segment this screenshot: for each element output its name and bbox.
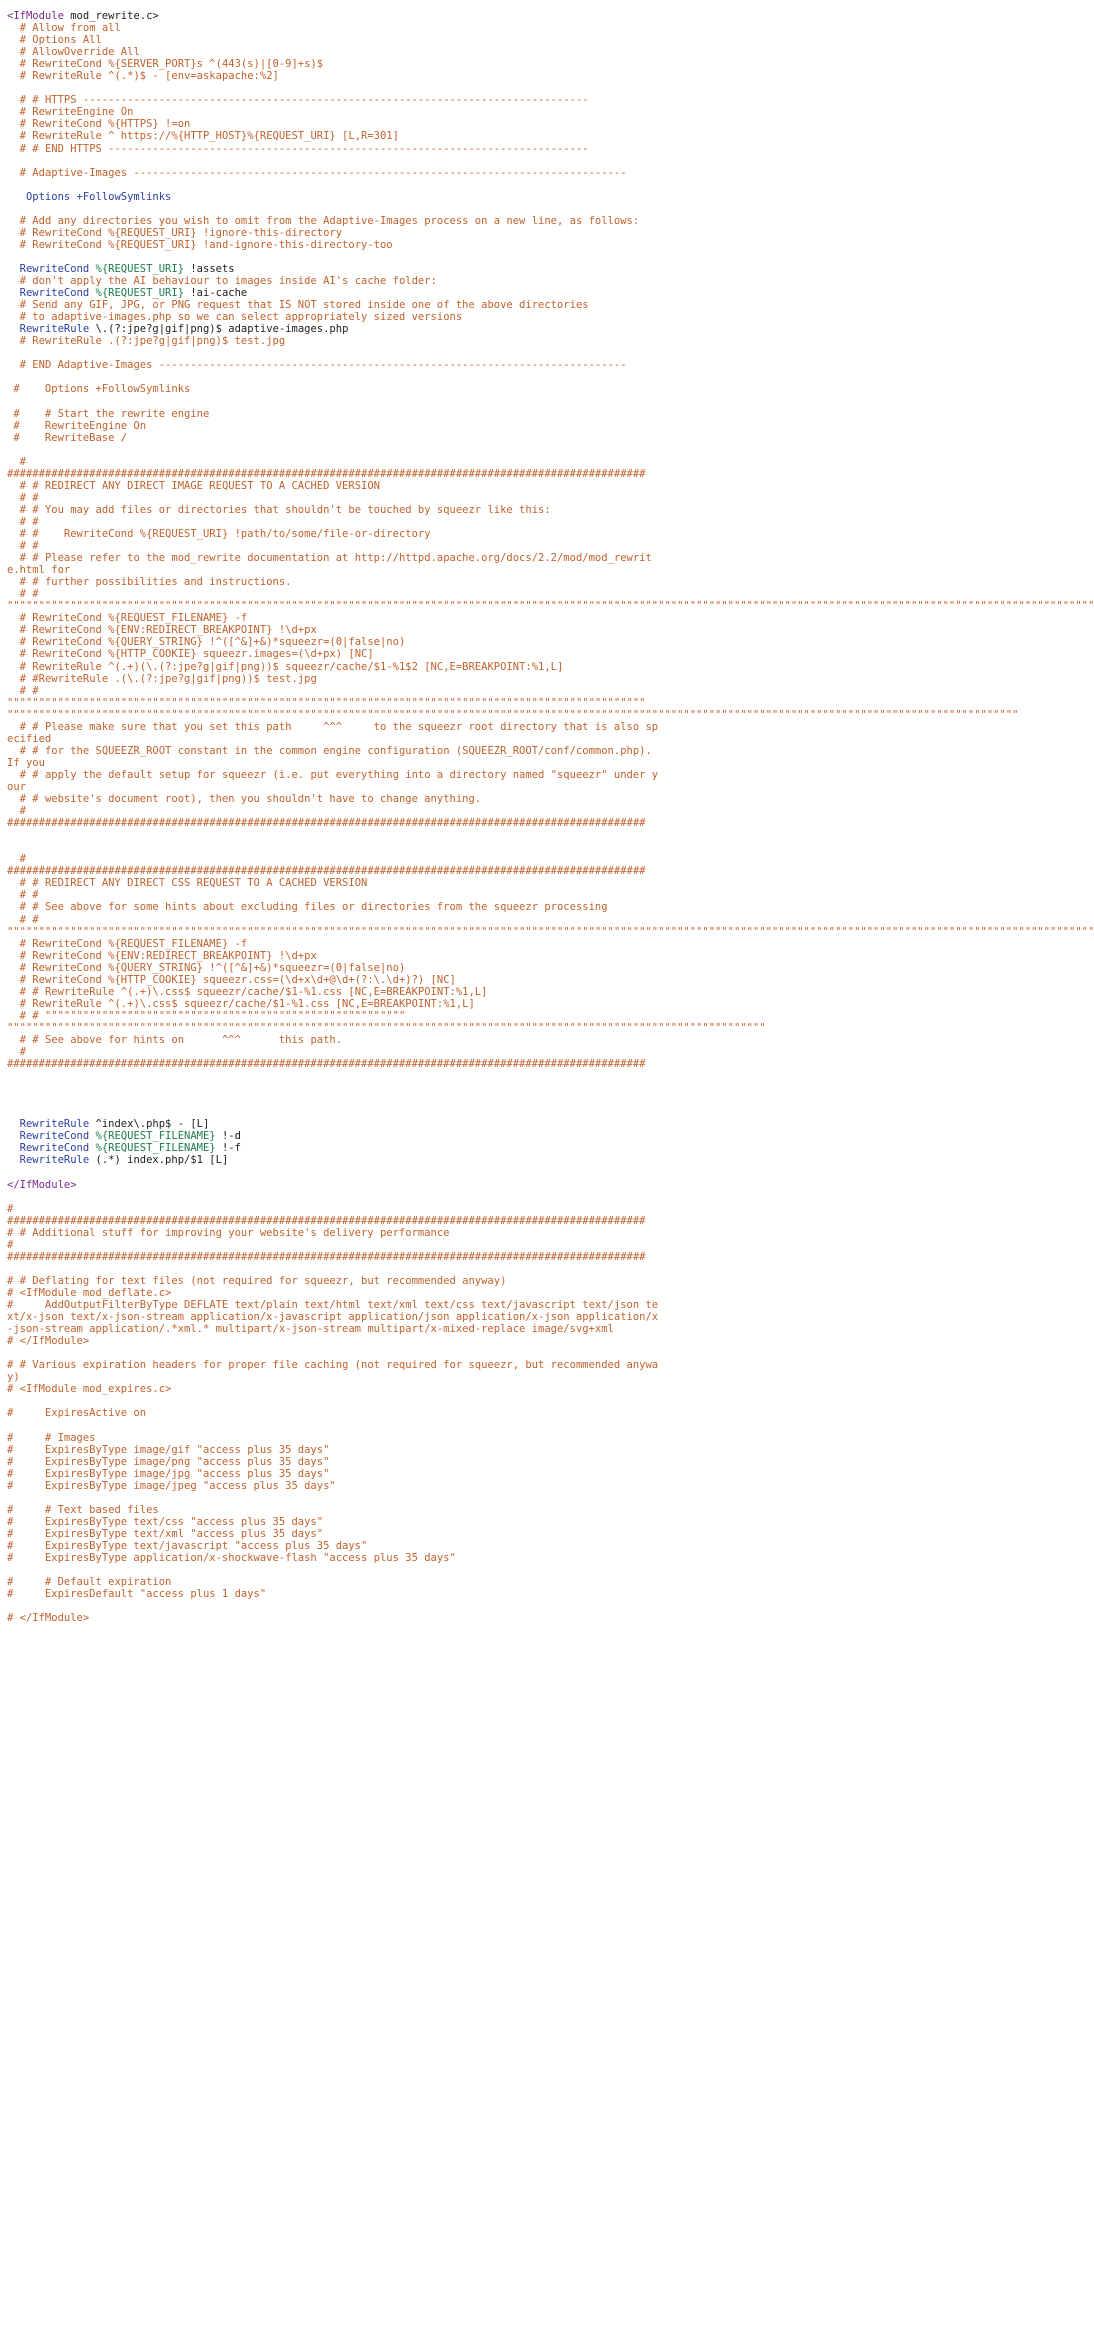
code-line — [7, 1118, 663, 1130]
comment-text: # AllowOverride All — [7, 46, 140, 59]
code-line — [7, 34, 663, 46]
comment-text: # AddOutputFilterByType DEFLATE text/plain text/html text/xml text/css text/javascript text/json text/x-json text/x-json-stream application/x-javascript application/json application/x-json application/x-json-stream application/.*xml.* multipart/x-json-stream multipart/x-mixed-replace image/svg+xml — [7, 1299, 659, 1336]
comment-text: # Options +FollowSymlinks — [7, 383, 191, 396]
code-line — [7, 673, 663, 685]
comment-text: # RewriteCond %{SERVER_PORT}s ^(443(s)|[0-9]+s)$ — [7, 58, 324, 71]
code-line — [7, 853, 663, 865]
code-line — [7, 1588, 663, 1600]
directive-keyword: Options +FollowSymlinks — [7, 190, 172, 203]
code-line — [7, 106, 663, 118]
comment-text: # # Deflating for text files (not required for squeezr, but recommended anyway) — [7, 1274, 507, 1287]
code-line — [7, 998, 663, 1010]
code-line — [7, 299, 663, 311]
code-line — [7, 1528, 663, 1540]
code-line — [7, 1094, 663, 1106]
code-line — [7, 708, 1019, 721]
code-line — [7, 1419, 663, 1431]
comment-text: # ExpiresByType text/css "access plus 35 days" — [7, 1515, 324, 1528]
code-line — [7, 70, 663, 82]
comment-text: """""""""""""""""""""""""""""""""""""""""""""""""""""""""""""""""""""""""""""""""""""""""""""""""""""""""""""""""""""""" — [7, 1021, 766, 1034]
comment-text: # RewriteCond %{REQUEST_FILENAME} -f — [7, 937, 248, 950]
comment-text: # RewriteBase / — [7, 431, 128, 444]
code-line — [7, 456, 663, 468]
code-line — [7, 1540, 663, 1552]
code-line — [7, 986, 663, 998]
code-line — [7, 1227, 663, 1239]
code-line — [7, 685, 663, 709]
comment-text: # # See above for some hints about excluding files or directories from the squeezr processing — [7, 901, 608, 914]
comment-text: # # Text based files — [7, 1503, 159, 1516]
comment-text: # # See above for hints on ^^^ this path. — [7, 1033, 343, 1046]
comment-text: # # — [7, 588, 39, 601]
comment-text: """""""""""""""""""""""""""""""""""""""""""""""""""""""""""""""""""""""""""""""""""""""""""""""""""""""""""""""""""""""""""""""""""""""""""""""""""""""""""""""""""""""""""" — [7, 925, 1094, 938]
code-line — [7, 865, 663, 877]
code-line — [7, 1275, 663, 1287]
code-line — [7, 1612, 663, 1624]
module-tag: </IfModule> — [7, 1178, 77, 1191]
code-line — [7, 46, 663, 58]
code-line — [7, 130, 663, 142]
code-line — [7, 480, 663, 492]
comment-text: # # HTTPS -------------------------------------------------------------------------------- — [7, 94, 589, 107]
comment-text: # RewriteCond %{QUERY_STRING} !^([^&]+&)*squeezr=(0|false|no) — [7, 961, 406, 974]
code-line — [7, 1299, 663, 1335]
code-line — [7, 817, 663, 829]
code-line — [7, 311, 663, 323]
code-line — [7, 914, 663, 926]
code-text: \.(?:jpe?g|gif|png)$ adaptive-images.php — [89, 323, 349, 336]
code-line — [7, 10, 663, 22]
comment-text: # # RewriteCond %{REQUEST_URI} !path/to/some/file-or-directory — [7, 528, 431, 541]
code-line — [7, 1432, 663, 1444]
code-line — [7, 576, 663, 588]
code-line — [7, 275, 663, 287]
code-line — [7, 1444, 663, 1456]
comment-text: # ExpiresByType text/javascript "access plus 35 days" — [7, 1539, 368, 1552]
code-text: !-d — [215, 1130, 241, 1143]
comment-text: # RewriteCond %{REQUEST_URI} !ignore-this-directory — [7, 226, 343, 239]
comment-text: # RewriteCond %{HTTP_COOKIE} squeezr.images=(\d+px) [NC] — [7, 648, 374, 661]
comment-text: # RewriteRule ^(.+)\.css$ squeezr/cache/$1-%1.css [NC,E=BREAKPOINT:%1,L] — [7, 997, 475, 1010]
comment-text: # # REDIRECT ANY DIRECT CSS REQUEST TO A CACHED VERSION — [7, 877, 368, 890]
comment-text: # # website's document root), then you shouldn't have to change anything. — [7, 793, 482, 806]
code-line — [7, 1395, 663, 1407]
code-line — [7, 1046, 663, 1058]
code-line — [7, 22, 663, 34]
comment-text: # to adaptive-images.php so we can select appropriately sized versions — [7, 311, 463, 324]
code-line — [7, 925, 1094, 938]
code-line — [7, 1191, 663, 1203]
code-text: !assets — [184, 262, 235, 275]
comment-text: # # Various expiration headers for proper file caching (not required for squeezr, but recommended anyway) — [7, 1359, 659, 1384]
code-line — [7, 347, 663, 359]
code-line — [7, 263, 663, 275]
comment-text: ##################################################################################################### — [7, 817, 646, 830]
code-line — [7, 1021, 766, 1034]
variable-token: %{REQUEST_FILENAME} — [89, 1130, 216, 1143]
code-line — [7, 841, 663, 853]
code-line — [7, 215, 663, 227]
comment-text: # <IfModule mod_deflate.c> — [7, 1286, 172, 1299]
comment-text: # # """"""""""""""""""""""""""""""""""""""""""""""""""""""""""""""""""""""""""""""""""""""""""""""""""""" — [7, 684, 646, 709]
code-line — [7, 901, 663, 913]
comment-text: ##################################################################################################### — [7, 865, 646, 878]
code-line — [7, 468, 663, 480]
comment-text: # don't apply the AI behaviour to images inside AI's cache folder: — [7, 275, 437, 288]
code-line — [7, 1359, 663, 1383]
comment-text: # # — [7, 491, 39, 504]
code-line — [7, 323, 663, 335]
comment-text: # <IfModule mod_expires.c> — [7, 1383, 172, 1396]
code-text: ^index\.php$ - [L] — [89, 1118, 210, 1131]
code-line — [7, 528, 663, 540]
comment-text: ##################################################################################################### — [7, 1250, 646, 1263]
code-line — [7, 1335, 663, 1347]
code-line — [7, 950, 663, 962]
code-line — [7, 1287, 663, 1299]
code-line — [7, 661, 663, 673]
code-line — [7, 1203, 663, 1215]
code-line — [7, 1215, 663, 1227]
code-line — [7, 1034, 663, 1046]
comment-text: # Options All — [7, 34, 102, 47]
comment-text: # Send any GIF, JPG, or PNG request that IS NOT stored inside one of the above directories — [7, 299, 589, 312]
comment-text: # RewriteRule .(?:jpe?g|gif|png)$ test.jpg — [7, 335, 286, 348]
code-line — [7, 58, 663, 70]
comment-text: # # REDIRECT ANY DIRECT IMAGE REQUEST TO A CACHED VERSION — [7, 479, 380, 492]
comment-text: # RewriteEngine On — [7, 106, 134, 119]
variable-token: %{REQUEST_URI} — [89, 262, 185, 275]
code-line — [7, 287, 663, 299]
comment-text: # RewriteCond %{ENV:REDIRECT_BREAKPOINT} !\d+px — [7, 949, 317, 962]
comment-text: ##################################################################################################### — [7, 467, 646, 480]
comment-text: # RewriteCond %{QUERY_STRING} !^([^&]+&)*squeezr=(0|false|no) — [7, 636, 406, 649]
code-line — [7, 1552, 663, 1564]
module-tag: <IfModule — [7, 10, 64, 22]
comment-text: # # Images — [7, 1431, 96, 1444]
code-line — [7, 974, 663, 986]
comment-text: # # You may add files or directories that shouldn't be touched by squeezr like this: — [7, 503, 551, 516]
code-line — [7, 118, 663, 130]
code-line — [7, 167, 663, 179]
comment-text: # # apply the default setup for squeezr (i.e. put everything into a directory named "squeezr" under your — [7, 768, 659, 793]
comment-text: # </IfModule> — [7, 1612, 90, 1625]
code-line — [7, 492, 663, 504]
code-line — [7, 143, 663, 155]
comment-text: # Allow from all — [7, 22, 121, 35]
code-line — [7, 877, 663, 889]
code-line — [7, 1239, 663, 1251]
code-line — [7, 648, 663, 660]
code-line — [7, 420, 663, 432]
comment-text: # RewriteEngine On — [7, 419, 147, 432]
code-line — [7, 239, 663, 251]
comment-text: # — [7, 853, 26, 866]
code-line — [7, 1600, 663, 1612]
code-line — [7, 227, 663, 239]
comment-text: # Adaptive-Images ------------------------------------------------------------------------------ — [7, 166, 627, 179]
code-line — [7, 612, 663, 624]
code-line — [7, 745, 663, 769]
code-line — [7, 624, 663, 636]
directive-keyword: RewriteRule — [7, 323, 90, 336]
code-line — [7, 1480, 663, 1492]
code-line — [7, 191, 663, 203]
code-line — [7, 1058, 663, 1070]
comment-text: # RewriteCond %{ENV:REDIRECT_BREAKPOINT} !\d+px — [7, 624, 317, 637]
code-line — [7, 504, 663, 516]
code-line — [7, 1564, 663, 1576]
comment-text: # ExpiresByType image/jpeg "access plus 35 days" — [7, 1479, 336, 1492]
comment-text: ##################################################################################################### — [7, 1214, 646, 1227]
comment-text: # RewriteCond %{REQUEST_FILENAME} -f — [7, 612, 248, 625]
code-line — [7, 1456, 663, 1468]
variable-token: %{REQUEST_URI} — [89, 287, 185, 300]
comment-text: # Add any directories you wish to omit from the Adaptive-Images process on a new line, as follows: — [7, 214, 640, 227]
code-line — [7, 938, 663, 950]
comment-text: # RewriteCond %{HTTP_COOKIE} squeezr.css=(\d+x\d+@\d+(?:\.\d+)?) [NC] — [7, 973, 456, 986]
code-line — [7, 396, 663, 408]
code-line — [7, 552, 663, 576]
code-line — [7, 432, 663, 444]
code-line — [7, 1070, 663, 1082]
comment-text: # # RewriteRule ^(.+)\.css$ squeezr/cache/$1-%1.css [NC,E=BREAKPOINT:%1,L] — [7, 985, 488, 998]
comment-text: # # """"""""""""""""""""""""""""""""""""""""""""""""""""""""" — [7, 1009, 406, 1022]
code-line — [7, 203, 663, 215]
code-line — [7, 1263, 663, 1275]
code-line — [7, 1130, 663, 1142]
code-line — [7, 829, 663, 841]
comment-text: # ExpiresByType text/xml "access plus 35 days" — [7, 1527, 324, 1540]
comment-text: # # for the SQUEEZR_ROOT constant in the common engine configuration (SQUEEZR_ROOT/conf/common.php). If you — [7, 744, 659, 769]
comment-text: # # — [7, 515, 39, 528]
code-line — [7, 1492, 663, 1504]
comment-text: # END Adaptive-Images -------------------------------------------------------------------------- — [7, 359, 627, 372]
code-line — [7, 335, 663, 347]
comment-text: # # Please refer to the mod_rewrite documentation at http://httpd.apache.org/docs/2.2/mod/mod_rewrite.html for — [7, 552, 652, 577]
directive-keyword: RewriteCond — [7, 287, 90, 300]
comment-text: # ExpiresByType image/png "access plus 35 days" — [7, 1455, 330, 1468]
comment-text: # # — [7, 540, 39, 553]
code-line — [7, 1383, 663, 1395]
comment-text: # #RewriteRule .(\.(?:jpe?g|gif|png))$ test.jpg — [7, 672, 317, 685]
comment-text: ##################################################################################################### — [7, 1058, 646, 1071]
comment-text: # # — [7, 889, 39, 902]
comment-text: # # Default expiration — [7, 1576, 172, 1589]
directive-keyword: RewriteCond — [7, 262, 90, 275]
code-line — [7, 1179, 663, 1191]
code-line — [7, 408, 663, 420]
code-line — [7, 540, 663, 552]
code-text: (.*) index.php/$1 [L] — [89, 1154, 229, 1167]
comment-text: # # Additional stuff for improving your website's delivery performance — [7, 1226, 450, 1239]
comment-text: # ExpiresByType application/x-shockwave-flash "access plus 35 days" — [7, 1552, 456, 1564]
code-line — [7, 805, 663, 817]
code-line — [7, 1082, 663, 1094]
code-line — [7, 1154, 663, 1166]
code-text: !ai-cache — [184, 287, 248, 300]
code-line — [7, 769, 663, 793]
code-line — [7, 588, 663, 600]
code-line — [7, 1142, 663, 1154]
code-line — [7, 1468, 663, 1480]
comment-text: # RewriteCond %{HTTPS} !=on — [7, 118, 191, 131]
code-text: mod_rewrite.c> — [63, 10, 159, 22]
directive-keyword: RewriteCond — [7, 1142, 90, 1155]
comment-text: # # Start the rewrite engine — [7, 407, 210, 420]
comment-text: # — [7, 1202, 14, 1215]
code-line — [7, 371, 663, 383]
comment-text: # ExpiresDefault "access plus 1 days" — [7, 1588, 267, 1601]
code-text: !-f — [215, 1142, 241, 1155]
comment-text: # ExpiresByType image/jpg "access plus 35 days" — [7, 1467, 330, 1480]
code-line — [7, 721, 663, 745]
comment-text: # # further possibilities and instructions. — [7, 576, 292, 589]
code-line — [7, 516, 663, 528]
code-line — [7, 1576, 663, 1588]
code-line — [7, 793, 663, 805]
comment-text: # RewriteCond %{REQUEST_URI} !and-ignore-this-directory-too — [7, 238, 393, 251]
comment-text: # — [7, 1046, 26, 1059]
comment-text: # # — [7, 913, 39, 926]
code-line — [7, 155, 663, 167]
code-line — [7, 889, 663, 901]
code-line — [7, 600, 1094, 613]
code-line — [7, 1347, 663, 1359]
code-line — [7, 1516, 663, 1528]
code-line — [7, 1504, 663, 1516]
comment-text: # # Please make sure that you set this path ^^^ to the squeezr root directory that is also specified — [7, 720, 659, 745]
comment-text: # — [7, 1238, 14, 1251]
comment-text: # RewriteRule ^(.+)(\.(?:jpe?g|gif|png))$ squeezr/cache/$1-%1$2 [NC,E=BREAKPOINT:%1,L] — [7, 660, 564, 673]
code-line — [7, 82, 663, 94]
code-line — [7, 359, 663, 371]
code-line — [7, 179, 663, 191]
variable-token: %{REQUEST_FILENAME} — [89, 1142, 216, 1155]
comment-text: """""""""""""""""""""""""""""""""""""""""""""""""""""""""""""""""""""""""""""""""""""""""""""""""""""""""""""""""""""""""""""""""""""""""""""""""""""""""""""""" — [7, 708, 1019, 721]
comment-text: # # END HTTPS ---------------------------------------------------------------------------- — [7, 142, 589, 155]
comment-text: # — [7, 805, 26, 818]
code-line — [7, 962, 663, 974]
code-line — [7, 1106, 663, 1118]
code-line — [7, 636, 663, 648]
code-line — [7, 1167, 663, 1179]
code-line — [7, 444, 663, 456]
directive-keyword: RewriteCond — [7, 1130, 90, 1143]
comment-text: """""""""""""""""""""""""""""""""""""""""""""""""""""""""""""""""""""""""""""""""""""""""""""""""""""""""""""""""""""""""""""""""""""""""""""""""""""""""""""""""""""""""""" — [7, 600, 1094, 613]
comment-text: # RewriteRule ^ https://%{HTTP_HOST}%{REQUEST_URI} [L,R=301] — [7, 130, 399, 143]
code-line — [7, 1010, 663, 1022]
code-line — [7, 383, 663, 395]
directive-keyword: RewriteRule — [7, 1118, 90, 1131]
code-line — [7, 1407, 663, 1419]
comment-text: # ExpiresActive on — [7, 1407, 147, 1420]
comment-text: # </IfModule> — [7, 1335, 90, 1348]
code-line — [7, 1251, 663, 1263]
comment-text: # RewriteRule ^(.*)$ - [env=askapache:%2] — [7, 70, 279, 83]
code-line — [7, 94, 663, 106]
code-line — [7, 251, 663, 263]
comment-text: # — [7, 455, 26, 468]
comment-text: # ExpiresByType image/gif "access plus 35 days" — [7, 1443, 330, 1456]
directive-keyword: RewriteRule — [7, 1154, 90, 1167]
